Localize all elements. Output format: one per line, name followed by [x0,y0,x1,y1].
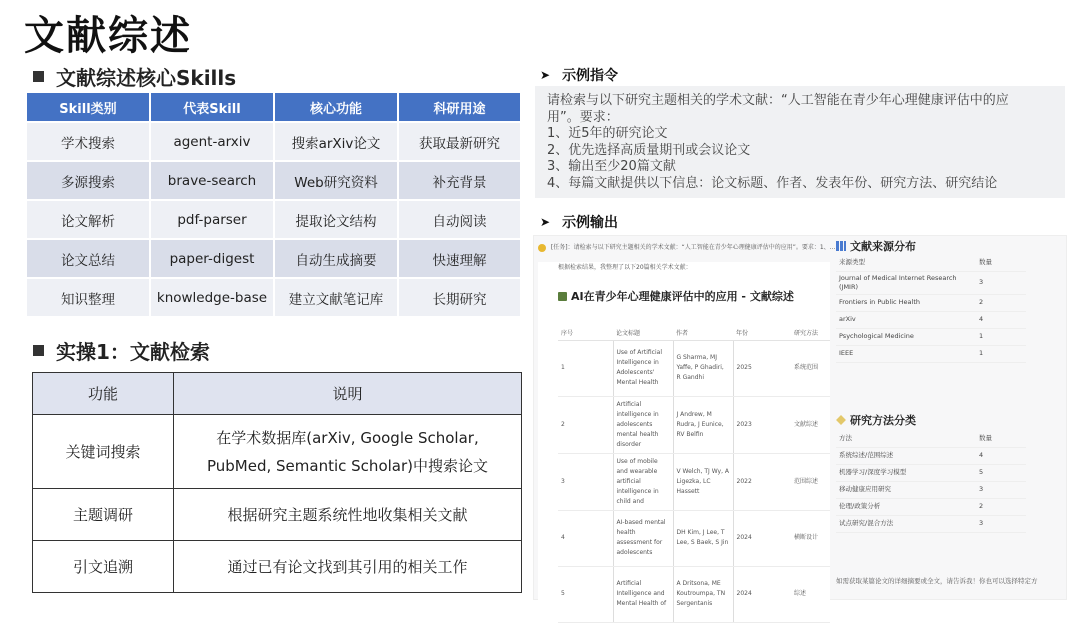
book-icon [558,292,567,301]
lit-table-title [558,288,794,304]
table-row [558,340,830,396]
table-cell: 1 [976,345,1026,362]
prompt-line: 用”。要求： [547,109,619,125]
table-cell: J Andrew, M Rudra, J Eunice, RV Belfin [673,396,733,453]
skills-col-header: 科研用途 [399,93,520,121]
table-cell: 多源搜索 [27,162,149,199]
lit-col-header: 论文标题 [613,326,673,340]
table-row [27,162,520,199]
output-screenshot [533,235,1067,607]
table-cell: Use of Artificial Intelligence in Adolescents' Mental Health [613,340,673,396]
lit-col-header: 作者 [673,326,733,340]
table-cell: 3 [976,271,1026,294]
square-bullet-icon [33,345,44,356]
table-cell: 横断设计 [791,510,830,566]
table-cell: 机器学习/深度学习模型 [836,464,976,481]
table-cell: IEEE [836,345,976,362]
table-cell: 2 [976,498,1026,515]
table-header: 来源类型 [836,254,976,271]
table-row [27,240,520,277]
table-row [558,396,830,453]
table-cell: DH Kim, J Lee, T Lee, S Baek, S Jin [673,510,733,566]
table-cell: 主题调研 [33,489,174,541]
table-row [558,510,830,566]
table-cell: 综述 [791,566,830,622]
table-cell: 试点研究/混合方法 [836,515,976,532]
table-cell: V Welch, TJ Wy, A Ligezka, LC Hassett [673,453,733,510]
table-row [33,415,522,489]
table-cell: Use of mobile and wearable artificial intelligence in child and [613,453,673,510]
output-heading-text: 示例输出 [562,215,619,231]
output-heading [540,212,618,232]
table-cell: 自动生成摘要 [275,240,397,277]
table-row [836,271,1026,294]
page-title: 文献综述 [24,13,192,59]
table-row [836,294,1026,311]
table-cell: 系统综述/范围综述 [836,447,976,464]
table-cell: Frontiers in Public Health [836,294,976,311]
table-cell: 2 [976,294,1026,311]
table-cell: brave-search [151,162,273,199]
table-cell: 5 [976,464,1026,481]
table-cell: 2024 [733,566,791,622]
table-cell: 5 [558,566,613,622]
stats-panel [834,236,1068,601]
lit-table [558,326,830,623]
table-cell: paper-digest [151,240,273,277]
table-cell: 长期研究 [399,279,520,316]
ops-col-header: 功能 [33,373,174,415]
table-cell: 移动健康应用研究 [836,481,976,498]
skills-header-row [27,93,520,121]
skills-heading [33,62,236,91]
lit-panel [538,262,830,607]
query-echo [538,242,836,252]
prompt-box [535,86,1065,198]
source-title-text: 文献来源分布 [850,240,916,253]
table-cell: Psychological Medicine [836,328,976,345]
table-cell: 1 [976,328,1026,345]
table-cell: 根据研究主题系统性地收集相关文献 [174,489,522,541]
table-header-row [836,254,1026,271]
table-cell: 关键词搜索 [33,415,174,489]
table-row [27,201,520,238]
table-cell: 3 [976,481,1026,498]
table-cell: 1 [558,340,613,396]
table-cell: 2022 [733,453,791,510]
table-cell: 获取最新研究 [399,123,520,160]
table-cell: 4 [558,510,613,566]
table-row [836,345,1026,362]
table-cell: Journal of Medical Internet Research (JMIR) [836,271,976,294]
table-row [836,498,1026,515]
skills-heading-text: 文献综述核心Skills [56,66,237,90]
skills-col-header: 核心功能 [275,93,397,121]
table-cell: 4 [976,311,1026,328]
table-row [33,541,522,593]
skills-col-header: Skill类别 [27,93,149,121]
square-bullet-icon [33,71,44,82]
method-title [836,412,916,428]
desc-line: PubMed, Semantic Scholar)中搜索论文 [207,456,488,475]
arrow-right-icon: ➤ [540,215,551,229]
table-cell: 论文解析 [27,201,149,238]
table-cell: 3 [558,453,613,510]
table-cell: Artificial Intelligence and Mental Health of [613,566,673,622]
prompt-heading [540,65,618,85]
prompt-line: 1、近5年的研究论文 [547,126,668,141]
table-cell: 论文总结 [27,240,149,277]
ops-header-row [33,373,522,415]
table-header: 方法 [836,430,976,447]
table-cell: Web研究资料 [275,162,397,199]
table-header-row [836,430,1026,447]
table-row [558,566,830,622]
table-row [27,123,520,160]
table-cell: agent-arxiv [151,123,273,160]
ops-col-header: 说明 [174,373,522,415]
table-cell: 2025 [733,340,791,396]
skills-col-header: 代表Skill [151,93,273,121]
result-intro: 根据检索结果，我整理了以下20篇相关学术文献： [558,264,692,271]
method-table [836,430,1026,533]
table-cell: 学术搜索 [27,123,149,160]
table-cell: 自动阅读 [399,201,520,238]
arrow-right-icon: ➤ [540,68,551,82]
table-row [27,279,520,316]
table-cell: 搜索arXiv论文 [275,123,397,160]
table-cell [174,415,522,489]
table-row [33,489,522,541]
table-cell: 补充背景 [399,162,520,199]
table-row [836,464,1026,481]
table-cell: 提取论文结构 [275,201,397,238]
method-title-text: 研究方法分类 [850,414,916,427]
table-cell: 4 [976,447,1026,464]
table-cell: 文献综述 [791,396,830,453]
table-cell: 快速理解 [399,240,520,277]
table-header: 数量 [976,430,1026,447]
source-title [836,238,916,254]
table-cell: 2024 [733,510,791,566]
table-row [836,447,1026,464]
table-cell: G Sharma, MJ Yaffe, P Ghadiri, R Gandhi [673,340,733,396]
table-row [836,481,1026,498]
table-cell: pdf-parser [151,201,273,238]
table-cell: 3 [976,515,1026,532]
table-row [558,453,830,510]
table-cell: 建立文献笔记库 [275,279,397,316]
table-cell: 系统范围 [791,340,830,396]
prompt-line: 2、优先选择高质量期刊或会议论文 [547,142,751,158]
table-row [836,328,1026,345]
table-header: 数量 [976,254,1026,271]
query-echo-text: [任务]：请检索与以下研究主题相关的学术文献：“人工智能在青少年心理健康评估中的应用”。要求：1、... [550,244,836,251]
lit-header-row [558,326,830,340]
bar-chart-icon [836,241,846,251]
table-cell: A Dritsona, ME Koutroumpa, TN Sergentanis [673,566,733,622]
ops-heading [33,336,210,365]
ops-heading-text: 实操1：文献检索 [56,340,210,364]
table-cell: knowledge-base [151,279,273,316]
skills-table [25,91,522,318]
prompt-line: 4、每篇文献提供以下信息：论文标题、作者、发表年份、研究方法、研究结论 [547,175,998,191]
prompt-line: 3、输出至少20篇文献 [547,159,676,174]
table-cell: 引文追溯 [33,541,174,593]
source-table [836,254,1026,363]
pencil-icon [836,415,846,425]
table-cell: 知识整理 [27,279,149,316]
desc-line: 在学术数据库(arXiv, Google Scholar, [216,428,479,447]
table-cell: AI-based mental health assessment for adolescents [613,510,673,566]
lit-col-header: 年份 [733,326,791,340]
table-cell: Artificial intelligence in adolescents mental health disorder [613,396,673,453]
table-row [836,515,1026,532]
table-cell: 2 [558,396,613,453]
table-cell: 通过已有论文找到其引用的相关工作 [174,541,522,593]
lit-col-header: 研究方法 [791,326,830,340]
prompt-heading-text: 示例指令 [562,68,619,84]
table-cell: arXiv [836,311,976,328]
prompt-line: 请检索与以下研究主题相关的学术文献：“人工智能在青少年心理健康评估中的应 [547,93,1009,108]
ops-table [32,372,522,593]
footer-note: 如需获取某篇论文的详细摘要或全文，请告诉我！你也可以选择特定方 [836,577,1038,585]
table-cell: 伦理/政策分析 [836,498,976,515]
lit-col-header: 序号 [558,326,613,340]
table-cell: 2023 [733,396,791,453]
avatar [538,244,546,252]
lit-table-title-text: AI在青少年心理健康评估中的应用 - 文献综述 [571,290,794,303]
table-row [836,311,1026,328]
table-cell: 范围综述 [791,453,830,510]
